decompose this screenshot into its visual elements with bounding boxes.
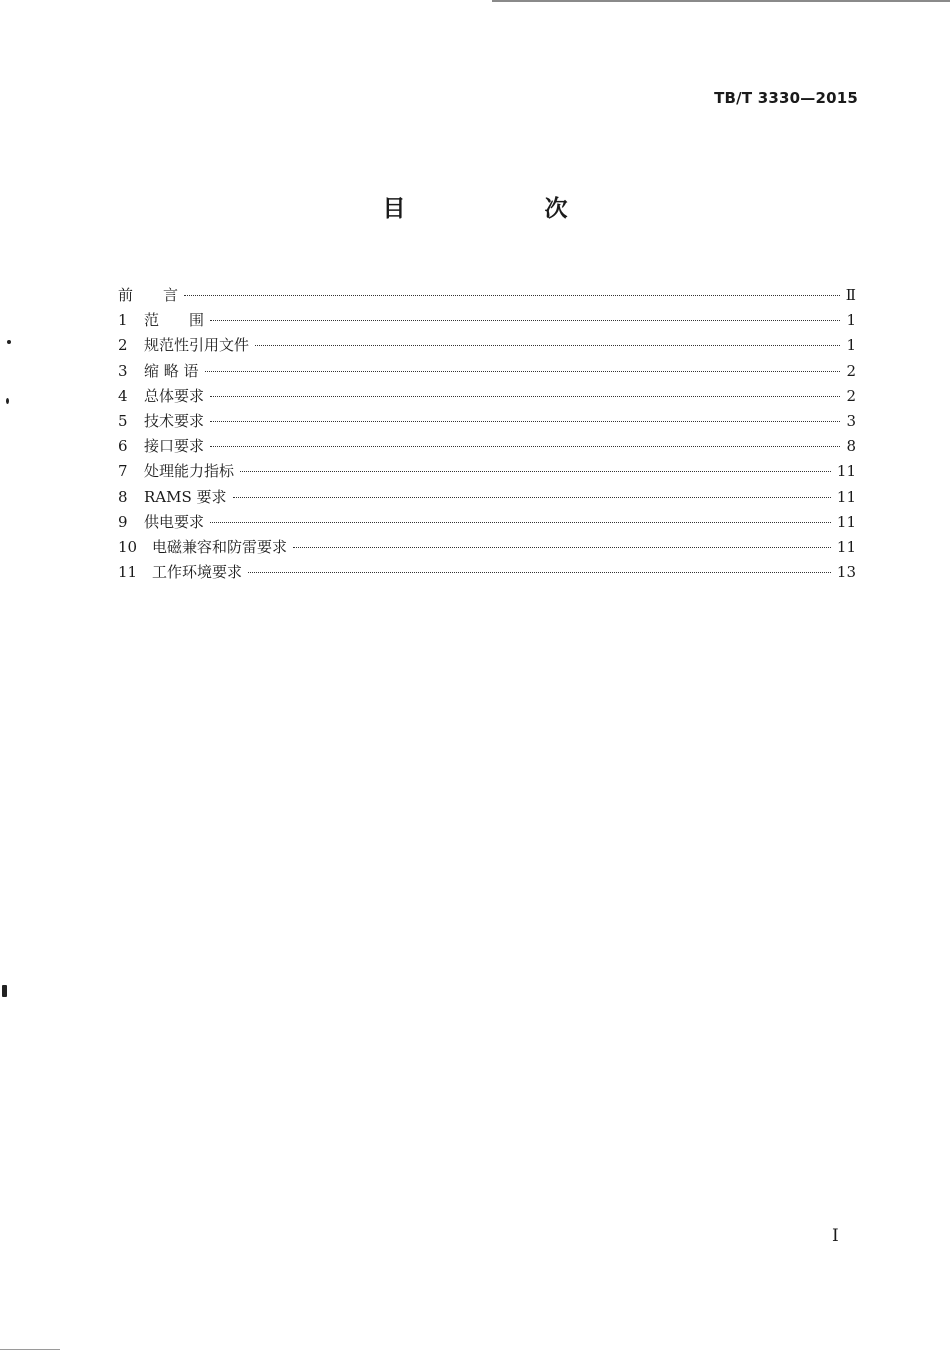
dot-leader (233, 497, 831, 498)
toc-entry-number: 1 (118, 311, 128, 330)
dot-leader (210, 522, 831, 523)
toc-entry-page: 1 (846, 336, 856, 355)
toc-entry-label: 前 言 (118, 286, 179, 304)
page-title: 目 次 (382, 196, 626, 222)
toc-entry-number: 2 (118, 336, 128, 355)
dot-leader (210, 446, 840, 447)
toc-entry-page: 11 (836, 512, 856, 531)
toc-entry-page: 2 (846, 361, 856, 380)
scan-speck (7, 340, 11, 344)
toc-entry-page: 8 (846, 437, 856, 456)
toc-entry[interactable] (118, 510, 856, 535)
toc-entry-number: 3 (118, 361, 128, 380)
scan-speck (6, 398, 9, 404)
page-number: I (832, 1226, 839, 1246)
toc-entry[interactable] (118, 485, 856, 510)
dot-leader (255, 345, 840, 346)
toc-entry-label: 规范性引用文件 (144, 336, 250, 355)
dot-leader (210, 421, 840, 422)
toc-entry-page: 1 (846, 311, 856, 330)
toc-entry-label: 总体要求 (144, 386, 205, 405)
toc-entry-number: 6 (118, 437, 128, 456)
toc-entry[interactable] (118, 535, 856, 560)
dot-leader (248, 572, 831, 573)
toc-entry-number: 11 (118, 563, 138, 582)
toc-entry-page: 11 (836, 487, 856, 506)
dot-leader (205, 371, 840, 372)
toc-entry-label: 电磁兼容和防雷要求 (152, 537, 288, 556)
toc-entry-number: 9 (118, 512, 128, 531)
dot-leader (184, 295, 840, 296)
toc-entry-label: RAMS 要求 (144, 487, 227, 506)
toc-entry-page: 11 (836, 462, 856, 481)
toc-entry-number: 5 (118, 411, 128, 430)
toc-entry-page: 2 (846, 386, 856, 405)
toc-entry-page: 13 (836, 563, 856, 582)
scan-edge-line (492, 0, 950, 2)
toc-entry-number: 10 (118, 537, 138, 556)
scan-speck (2, 985, 7, 997)
toc-entry-number: 8 (118, 487, 128, 506)
toc-entry-page: Ⅱ (845, 286, 856, 304)
toc-entry-page: 3 (846, 411, 856, 430)
toc-entry[interactable] (118, 409, 856, 434)
toc-entry-label: 接口要求 (144, 437, 205, 456)
toc-entry-label: 工作环境要求 (152, 563, 243, 582)
dot-leader (293, 547, 831, 548)
dot-leader (210, 320, 840, 321)
toc-entry-number: 4 (118, 386, 128, 405)
toc-entry[interactable] (118, 384, 856, 409)
toc-entry-label: 处理能力指标 (144, 462, 235, 481)
toc-entry-label: 技术要求 (144, 411, 205, 430)
toc-entry-number: 7 (118, 462, 128, 481)
toc-entry[interactable] (118, 308, 856, 333)
toc-entry-page: 11 (836, 537, 856, 556)
toc-entry[interactable] (118, 283, 856, 308)
dot-leader (240, 471, 831, 472)
toc-entry-label: 范 围 (144, 311, 205, 330)
document-code: TB/T 3330—2015 (714, 89, 858, 107)
toc-entry[interactable] (118, 560, 856, 585)
toc-entry[interactable] (118, 434, 856, 459)
table-of-contents (118, 283, 856, 585)
toc-entry[interactable] (118, 333, 856, 358)
toc-entry-label: 供电要求 (144, 512, 205, 531)
dot-leader (210, 396, 840, 397)
toc-entry-label: 缩 略 语 (144, 361, 199, 380)
toc-entry[interactable] (118, 359, 856, 384)
toc-entry[interactable] (118, 459, 856, 484)
